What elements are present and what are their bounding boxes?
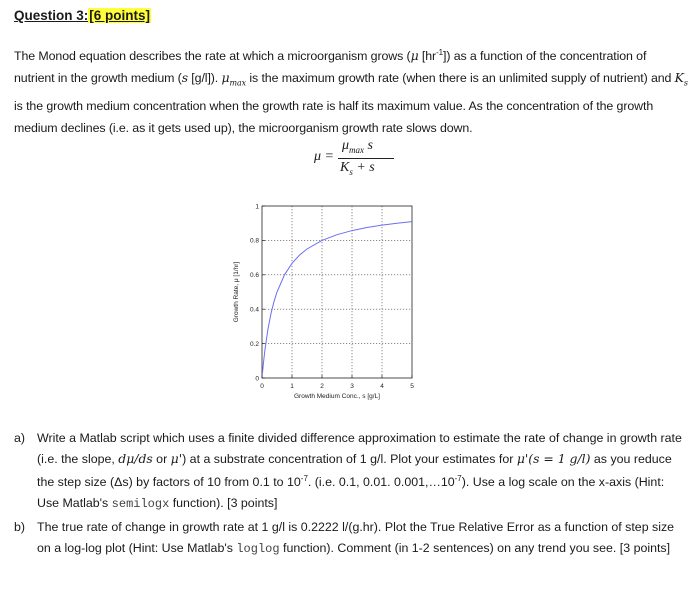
code-loglog: loglog: [236, 541, 280, 556]
math-mu-prime-s1: μ'(s = 1 g/l): [516, 450, 591, 466]
subscript: max: [229, 78, 247, 88]
subscript: s: [683, 78, 688, 88]
y-tick-label: 0.6: [249, 272, 259, 280]
intro-text: [hr: [418, 49, 437, 64]
y-axis-label: Growth Rate, μ [1/hr]: [233, 261, 240, 323]
ks-symbol: K: [674, 70, 684, 86]
equation-k: K: [340, 160, 350, 175]
part-text: ) at a substrate concentration of 1 g/l. Plot your estimates for: [182, 451, 517, 466]
part-text: as you reduce the step size (Δs) by factors of 10 from 0.1 to 10: [37, 451, 672, 490]
part-a-label: a): [14, 431, 26, 445]
chart-svg: [220, 188, 500, 420]
intro-text: is the growth medium concentration when the growth rate is half its maximum value. As the concentration of the growth medium declines (i.e. as it gets used up), the microorganism growth rate slows down.: [14, 99, 654, 136]
equation-lhs: μ =: [314, 149, 334, 164]
intro-text: The Monod equation describes the rate at which a microorganism grows (: [14, 49, 411, 64]
part-b-label: b): [14, 520, 26, 534]
part-text: Write a Matlab script which uses a finite divided difference approximation to estimate the rate of change in growth rate (i.e. the slope,: [37, 431, 682, 466]
mu-symbol: μ: [410, 48, 419, 64]
question-title: [14, 8, 151, 23]
intro-paragraph: [14, 42, 690, 140]
part-b-text: [37, 517, 689, 559]
y-tick-label: 0.2: [249, 340, 259, 348]
equation-denominator: [340, 160, 375, 177]
fraction-bar: [338, 158, 394, 159]
equation-subscript: max: [349, 144, 365, 155]
part-text: or: [152, 451, 171, 466]
monod-curve: [262, 222, 412, 375]
intro-text: ]) as a function of the concentration of nutrient in the growth medium (: [14, 49, 647, 86]
equation-den-rest: + s: [352, 160, 375, 175]
x-tick-label: 1: [290, 383, 294, 390]
mu-max-symbol: μ: [221, 70, 230, 86]
exponent: -7: [454, 474, 462, 483]
monod-equation: [314, 138, 424, 182]
equation-subscript: s: [349, 166, 353, 177]
question-points-highlight: [6 points]: [89, 8, 151, 23]
y-tick-label: 0.8: [249, 237, 259, 245]
part-text: . (i.e. 0.1, 0.01. 0.001,…10: [307, 475, 455, 490]
part-text: function). [3 points]: [169, 495, 278, 510]
x-tick-label: 4: [380, 383, 384, 390]
growth-rate-chart: [220, 188, 500, 420]
equation-numerator: [342, 138, 373, 155]
exponent: -7: [300, 474, 308, 483]
x-tick-label: 2: [320, 383, 324, 390]
y-tick-label: 0: [255, 375, 259, 383]
intro-text: is the maximum growth rate (when there is an unlimited supply of nutrient) and: [246, 71, 675, 86]
y-tick-label: 0.4: [249, 306, 259, 314]
x-tick-label: 3: [350, 383, 354, 390]
code-semilogx: semilogx: [111, 496, 170, 511]
s-symbol: s: [181, 70, 188, 86]
question-number: Question 3:: [14, 8, 89, 23]
equation-mu: μ: [342, 138, 350, 153]
y-tick-label: 1: [255, 203, 259, 211]
intro-text: [g/l]).: [187, 71, 222, 86]
math-mu-prime: μ': [170, 450, 183, 466]
x-tick-label: 0: [260, 383, 264, 390]
part-text: function). Comment (in 1-2 sentences) on any trend you see. [3 points]: [279, 540, 671, 555]
equation-s: s: [364, 138, 373, 153]
exponent: -1: [436, 48, 443, 57]
x-axis-label: Growth Medium Conc., s [g/L]: [294, 393, 380, 400]
plot-frame: [262, 206, 412, 378]
part-text: ). Use a log scale on the x-axis (Hint: Use Matlab's: [37, 475, 665, 510]
part-text: The true rate of change in growth rate at 1 g/l is 0.2222 l/(g.hr). Plot the True Relative Error as a function of step size on a log-log plot (Hint: Use Matlab's: [37, 520, 675, 555]
part-a-text: [37, 428, 689, 514]
x-tick-label: 5: [410, 383, 414, 390]
math-dmu-ds: dμ/ds: [118, 450, 153, 466]
